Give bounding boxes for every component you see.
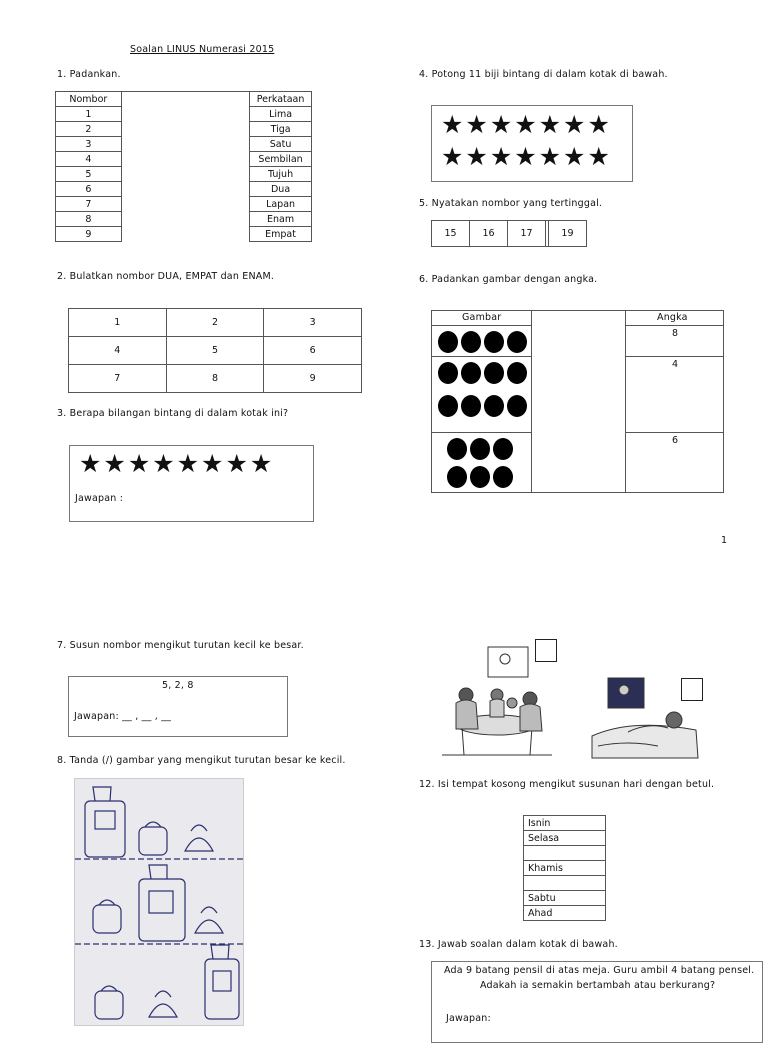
q1-match-table — [55, 91, 312, 242]
q6-match-frame — [431, 310, 724, 493]
q12-day-cell: Ahad — [524, 906, 606, 921]
q3-answer-label: Jawapan : — [75, 493, 124, 504]
q12-blank-day[interactable] — [524, 846, 606, 861]
q8-label: 8. Tanda (/) gambar yang mengikut turutan besar ke kecil. — [57, 755, 346, 766]
q3-star-box — [69, 445, 314, 522]
q1-word-cell: Satu — [250, 137, 312, 152]
q1-word-cell: Enam — [250, 212, 312, 227]
q1-number-cell: 7 — [56, 197, 122, 212]
q1-number-cell: 4 — [56, 152, 122, 167]
q6-angka-3: 6 — [672, 435, 679, 446]
q1-word-cell: Tujuh — [250, 167, 312, 182]
q1-word-cell: Lapan — [250, 197, 312, 212]
q1-number-cell: 8 — [56, 212, 122, 227]
q9-tick-box[interactable] — [535, 639, 557, 662]
q1-word-cell: Dua — [250, 182, 312, 197]
q6-dot — [438, 331, 458, 353]
q12-day-cell: Isnin — [524, 816, 606, 831]
q5-number-cell: 17 — [508, 221, 546, 247]
q6-angka-1: 8 — [672, 328, 679, 339]
q1-header-nombor: Nombor — [56, 92, 122, 107]
q6-angka-2: 4 — [672, 359, 679, 370]
q5-number-cell: 15 — [432, 221, 470, 247]
q7-numbers: 5, 2, 8 — [162, 680, 194, 691]
q6-dot — [507, 331, 527, 353]
q12-label: 12. Isi tempat kosong mengikut susunan hari dengan betul. — [419, 779, 715, 790]
q6-dot — [493, 466, 513, 488]
q1-matching-space — [121, 92, 249, 242]
q6-dot — [470, 438, 490, 460]
q7-answer-label: Jawapan: __ , __ , __ — [74, 711, 172, 722]
q3-label: 3. Berapa bilangan bintang di dalam kotak ini? — [57, 408, 289, 419]
q2-number-cell[interactable]: 6 — [264, 337, 362, 365]
q12-day-cell: Khamis — [524, 861, 606, 876]
q10-tick-box[interactable] — [681, 678, 703, 701]
q4-label: 4. Potong 11 biji bintang di dalam kotak di bawah. — [419, 69, 668, 80]
q4-star-box — [431, 105, 633, 182]
q1-word-cell: Sembilan — [250, 152, 312, 167]
q2-number-cell[interactable]: 1 — [69, 309, 167, 337]
q2-number-grid — [68, 308, 362, 393]
q2-number-cell[interactable]: 2 — [166, 309, 264, 337]
q13-box — [431, 961, 763, 1043]
q13-answer-label: Jawapan: — [446, 1013, 491, 1024]
q2-number-cell[interactable]: 8 — [166, 365, 264, 393]
q5-label: 5. Nyatakan nombor yang tertinggal. — [419, 198, 603, 209]
q7-box — [68, 676, 288, 737]
q6-dot — [484, 331, 504, 353]
q1-number-cell: 2 — [56, 122, 122, 137]
q5-number-cell: 19 — [548, 221, 586, 247]
q12-day-cell: Sabtu — [524, 891, 606, 906]
q2-number-cell[interactable]: 5 — [166, 337, 264, 365]
q1-word-cell: Empat — [250, 227, 312, 242]
q6-dot — [447, 438, 467, 460]
q6-dot — [484, 362, 504, 384]
q12-day-cell: Selasa — [524, 831, 606, 846]
q6-dot — [507, 362, 527, 384]
q6-angka-header: Angka — [657, 312, 688, 323]
q13-line2: Adakah ia semakin bertambah atau berkurang? — [480, 980, 716, 991]
q6-dot — [470, 466, 490, 488]
q1-number-cell: 9 — [56, 227, 122, 242]
q6-dot — [438, 362, 458, 384]
q13-line1: Ada 9 batang pensil di atas meja. Guru ambil 4 batang pensel. — [444, 965, 755, 976]
q6-dot — [438, 395, 458, 417]
q6-dot — [461, 331, 481, 353]
q4-stars-row1: ★★★★★★★ — [441, 110, 612, 139]
q12-days-table — [523, 815, 606, 921]
q6-dot — [493, 438, 513, 460]
q6-dot — [507, 395, 527, 417]
q2-number-cell[interactable]: 7 — [69, 365, 167, 393]
q6-dot — [461, 395, 481, 417]
luggage-sketch — [75, 779, 243, 1025]
q1-number-cell: 5 — [56, 167, 122, 182]
page-title: Soalan LINUS Numerasi 2015 — [130, 44, 275, 55]
q13-label: 13. Jawab soalan dalam kotak di bawah. — [419, 939, 618, 950]
q1-header-perkataan: Perkataan — [250, 92, 312, 107]
q7-label: 7. Susun nombor mengikut turutan kecil ke besar. — [57, 640, 304, 651]
q1-word-cell: Lima — [250, 107, 312, 122]
q12-blank-day[interactable] — [524, 876, 606, 891]
q4-stars-row2: ★★★★★★★ — [441, 142, 612, 171]
q3-stars: ★★★★★★★★ — [79, 449, 275, 478]
q6-dot — [461, 362, 481, 384]
q6-dot — [484, 395, 504, 417]
q1-number-cell: 1 — [56, 107, 122, 122]
q1-number-cell: 6 — [56, 182, 122, 197]
q2-number-cell[interactable]: 4 — [69, 337, 167, 365]
q5-sequence — [431, 220, 587, 247]
q1-number-cell: 3 — [56, 137, 122, 152]
q6-gambar-header: Gambar — [462, 312, 502, 323]
page-number: 1 — [721, 535, 728, 546]
q6-dot — [447, 466, 467, 488]
q5-number-cell: 16 — [470, 221, 508, 247]
q6-label: 6. Padankan gambar dengan angka. — [419, 274, 598, 285]
q2-number-cell[interactable]: 3 — [264, 309, 362, 337]
luggage-illustration — [74, 778, 244, 1026]
q1-label: 1. Padankan. — [57, 69, 121, 80]
q2-number-cell[interactable]: 9 — [264, 365, 362, 393]
q1-word-cell: Tiga — [250, 122, 312, 137]
q2-label: 2. Bulatkan nombor DUA, EMPAT dan ENAM. — [57, 271, 275, 282]
